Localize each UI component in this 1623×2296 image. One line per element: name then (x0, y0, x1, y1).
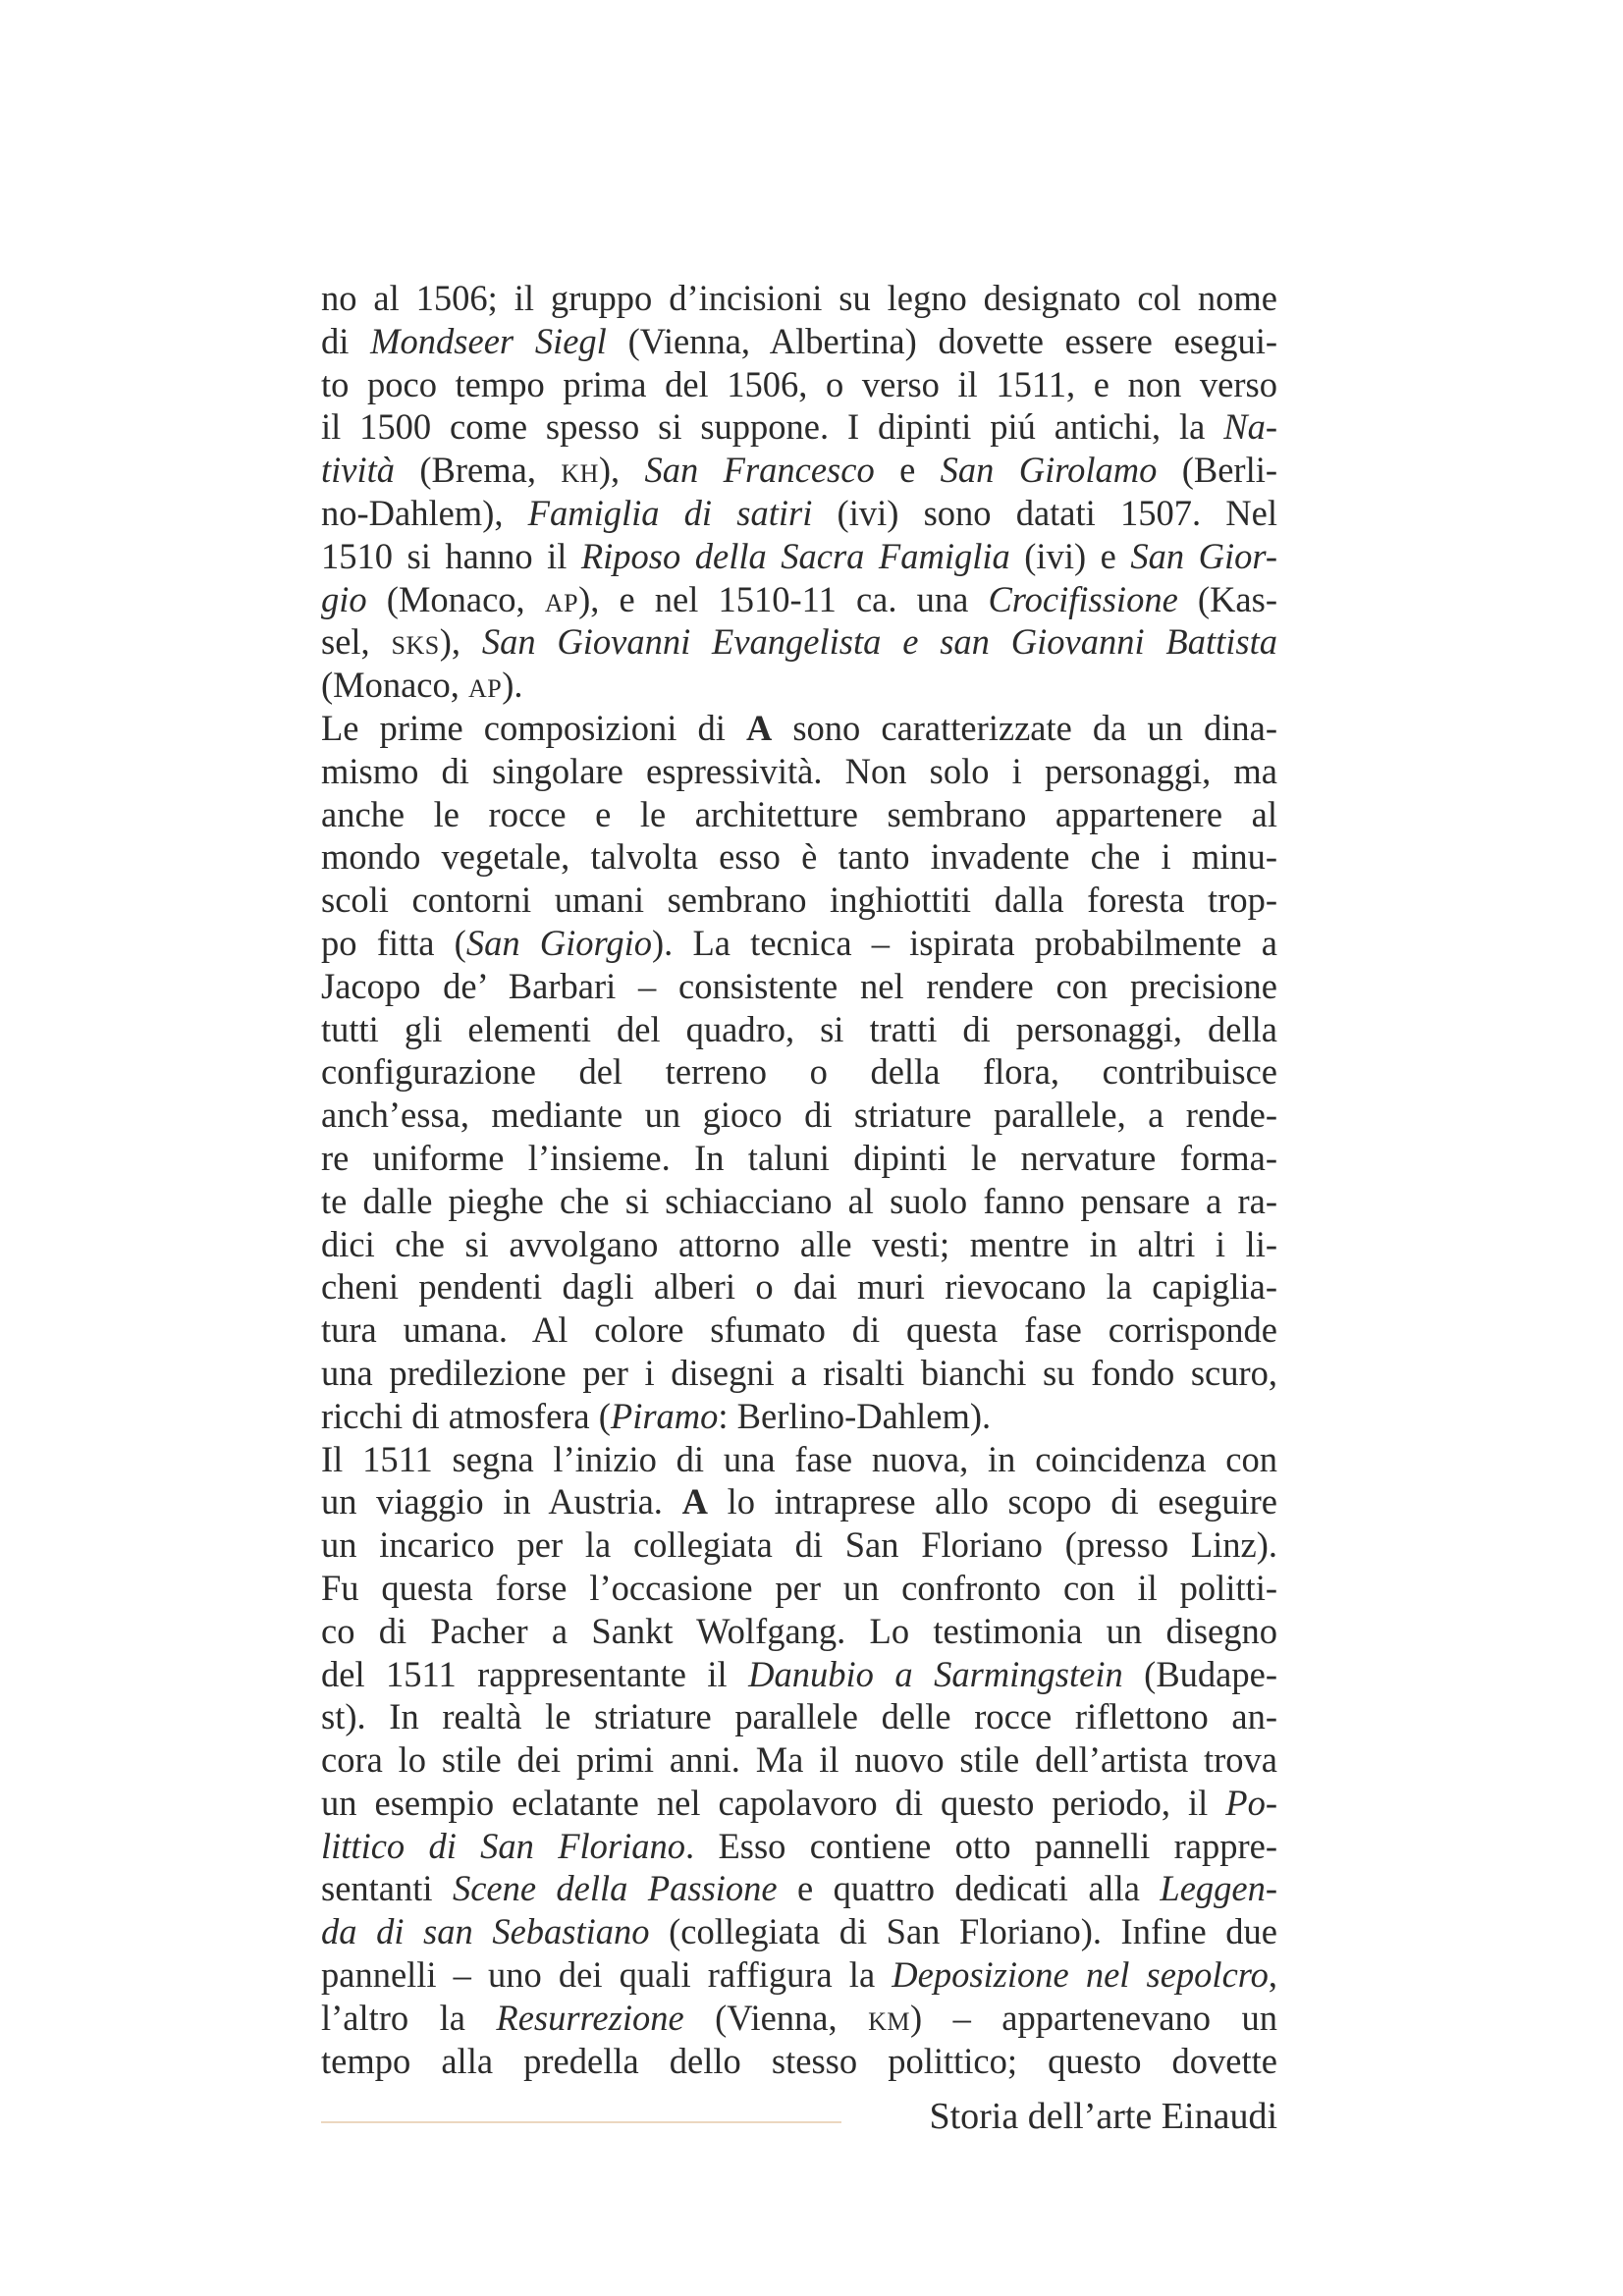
text-segment: (Vienna, Albertina) dovette essere esegui- (606, 320, 1277, 361)
text-line (321, 1480, 1277, 1523)
text-line (321, 1523, 1277, 1567)
text-segment: (Kas- (1177, 578, 1277, 619)
text-segment: di (321, 320, 371, 361)
text-line (321, 535, 1277, 578)
text-segment: un viaggio in Austria. (321, 1481, 682, 1522)
text-segment: ) – appartenevano un (909, 1997, 1277, 2038)
footer-title: Storia dell’arte Einaudi (929, 2096, 1277, 2137)
smallcaps-text: km (868, 1997, 910, 2038)
text-line (321, 1997, 1277, 2040)
text-line (321, 620, 1277, 664)
text-segment: ). (502, 665, 523, 706)
text-segment: anch’essa, mediante un gioco di striature parallele, a rende- (321, 1095, 1277, 1136)
smallcaps-text: ap (544, 578, 579, 619)
text-line (321, 750, 1277, 793)
text-segment: anche le rocce e le architetture sembrano appartenere al (321, 793, 1277, 834)
text-segment: ), (439, 621, 482, 663)
text-segment: ), e nel 1510-11 ca. una (578, 578, 989, 619)
text-line (321, 1180, 1277, 1223)
text-line (321, 320, 1277, 363)
text-segment: (ivi) e (1009, 535, 1131, 576)
italic-text: Danubio a Sarmingstein (748, 1653, 1123, 1694)
italic-text: Resurrezione (496, 1997, 684, 2038)
italic-text: Scene della Passione (452, 1868, 778, 1909)
text-segment: dici che si avvolgano attorno alle vesti; mentre in altri i li- (321, 1223, 1277, 1264)
text-line (321, 1438, 1277, 1481)
text-segment: (collegiata di San Floriano). Infine due (649, 1911, 1277, 1952)
footer-rule (321, 2121, 841, 2123)
italic-text: San Girolamo (940, 450, 1158, 491)
text-line (321, 1265, 1277, 1308)
text-segment: Fu questa forse l’occasione per un confronto con il politti- (321, 1567, 1277, 1608)
text-line (321, 707, 1277, 750)
text-line (321, 405, 1277, 449)
page-footer (321, 2091, 1277, 2142)
text-segment: (Monaco, (321, 665, 469, 706)
bold-text: A (745, 707, 773, 748)
text-line (321, 1008, 1277, 1051)
italic-text: San Gior- (1130, 535, 1277, 576)
text-line (321, 1610, 1277, 1653)
text-segment: st). In realtà le striature parallele delle rocce riflettono an- (321, 1696, 1277, 1737)
italic-text: Na- (1223, 406, 1277, 448)
italic-text: San Giorgio (465, 922, 653, 963)
text-segment: lo intraprese allo scopo di eseguire (707, 1481, 1278, 1522)
text-segment: un incarico per la collegiata di San Floriano (presso Linz). (321, 1524, 1277, 1566)
italic-text: gio (321, 578, 367, 619)
italic-text: Deposizione nel sepolcro (892, 1954, 1269, 1996)
text-segment: . Esso contiene otto pannelli rappre- (685, 1825, 1278, 1866)
text-line (321, 1395, 1277, 1438)
text-segment: (Vienna, (683, 1997, 869, 2038)
text-segment: tempo alla predella dello stesso polittico; questo dovette (321, 2040, 1277, 2081)
text-segment: (Brema, (395, 450, 562, 491)
text-line (321, 277, 1277, 320)
text-segment: no al 1506; il gruppo d’incisioni su legno designato col nome (321, 278, 1277, 318)
smallcaps-text: kh (561, 450, 599, 491)
text-segment: configurazione del terreno o della flora, contribuisce (321, 1051, 1277, 1093)
text-line (321, 1695, 1277, 1738)
text-segment: te dalle pieghe che si schiacciano al suolo fanno pensare a ra- (321, 1180, 1277, 1221)
text-segment: no-Dahlem), (321, 492, 528, 533)
text-segment: cora lo stile dei primi anni. Ma il nuovo stile dell’artista trova (321, 1739, 1277, 1781)
text-segment: re uniforme l’insieme. In taluni dipinti le nervature forma- (321, 1137, 1277, 1178)
text-segment: 1510 si hanno il (321, 535, 581, 576)
italic-text: Crocifissione (988, 578, 1178, 619)
text-line (321, 1352, 1277, 1395)
text-segment: Jacopo de’ Barbari – consistente nel rendere con precisione (321, 965, 1277, 1006)
italic-text: Mondseer Siegl (370, 320, 607, 361)
text-line (321, 1567, 1277, 1610)
text-line (321, 578, 1277, 621)
text-line (321, 1825, 1277, 1868)
text-line (321, 1953, 1277, 1997)
text-line (321, 492, 1277, 535)
text-segment: pannelli – uno dei quali raffigura la (321, 1954, 893, 1996)
text-segment: , (1268, 1954, 1277, 1996)
text-segment: (Berli- (1157, 450, 1278, 491)
text-segment: Le prime composizioni di (321, 707, 746, 748)
text-segment: : Berlino-Dahlem). (718, 1395, 992, 1436)
text-line (321, 793, 1277, 836)
text-segment: il 1500 come spesso si suppone. I dipinti piú antichi, la (321, 406, 1224, 448)
text-segment: mismo di singolare espressività. Non solo i personaggi, ma (321, 750, 1277, 791)
text-segment: po fitta ( (321, 922, 466, 963)
text-line (321, 1308, 1277, 1352)
text-line (321, 449, 1277, 492)
text-line (321, 1094, 1277, 1137)
italic-text: tività (321, 450, 396, 491)
italic-text: Riposo della Sacra Famiglia (580, 535, 1010, 576)
text-line (321, 1653, 1277, 1696)
italic-text: Leggen- (1160, 1868, 1278, 1909)
text-segment: (Monaco, (366, 578, 545, 619)
text-line (321, 835, 1277, 879)
italic-text: Po- (1225, 1782, 1277, 1823)
text-segment: tura umana. Al colore sfumato di questa fase corrisponde (321, 1309, 1277, 1351)
text-segment: del 1511 rappresentante il (321, 1653, 749, 1694)
text-segment: sono caratterizzate da un dina- (772, 707, 1277, 748)
text-line (321, 1867, 1277, 1910)
text-segment: ). La tecnica – ispirata probabilmente a (652, 922, 1277, 963)
text-segment: ricchi di atmosfera ( (321, 1395, 611, 1436)
text-line (321, 1223, 1277, 1266)
text-segment: (Budape- (1122, 1653, 1277, 1694)
italic-text: da di san Sebastiano (321, 1911, 650, 1952)
bold-text: A (681, 1481, 708, 1522)
smallcaps-text: sks (391, 621, 440, 663)
text-line (321, 1738, 1277, 1782)
text-segment: mondo vegetale, talvolta esso è tanto invadente che i minu- (321, 836, 1277, 878)
text-line (321, 1910, 1277, 1953)
text-line (321, 922, 1277, 965)
text-segment: e quattro dedicati alla (777, 1868, 1161, 1909)
text-segment: tutti gli elementi del quadro, si tratti di personaggi, della (321, 1008, 1277, 1049)
text-segment: sel, (321, 621, 392, 663)
smallcaps-text: ap (468, 665, 503, 706)
text-segment: to poco tempo prima del 1506, o verso il 1511, e non verso (321, 363, 1277, 404)
body-text (321, 277, 1277, 2082)
text-segment: l’altro la (321, 1997, 497, 2038)
italic-text: San Francesco (644, 450, 875, 491)
italic-text: San Giovanni Evangelista e san Giovanni Battista (481, 621, 1277, 663)
text-line (321, 664, 1277, 707)
text-segment: un esempio eclatante nel capolavoro di questo periodo, il (321, 1782, 1226, 1823)
italic-text: littico di San Floriano (321, 1825, 686, 1866)
text-line (321, 965, 1277, 1008)
text-line (321, 1782, 1277, 1825)
text-line (321, 2040, 1277, 2083)
text-segment: Il 1511 segna l’inizio di una fase nuova, in coincidenza con (321, 1438, 1277, 1479)
text-segment: ), (598, 450, 645, 491)
text-line (321, 1050, 1277, 1094)
text-segment: co di Pacher a Sankt Wolfgang. Lo testimonia un disegno (321, 1610, 1277, 1651)
italic-text: Famiglia di satiri (527, 492, 813, 533)
text-line (321, 1137, 1277, 1180)
text-segment: una predilezione per i disegni a risalti bianchi su fondo scuro, (321, 1352, 1277, 1393)
text-line (321, 879, 1277, 922)
text-segment: sentanti (321, 1868, 453, 1909)
text-segment: (ivi) sono datati 1507. Nel (812, 492, 1277, 533)
text-segment: cheni pendenti dagli alberi o dai muri rievocano la capiglia- (321, 1266, 1277, 1308)
text-segment: e (874, 450, 941, 491)
text-segment: scoli contorni umani sembrano inghiottiti dalla foresta trop- (321, 880, 1277, 921)
italic-text: Piramo (610, 1395, 719, 1436)
text-line (321, 363, 1277, 406)
